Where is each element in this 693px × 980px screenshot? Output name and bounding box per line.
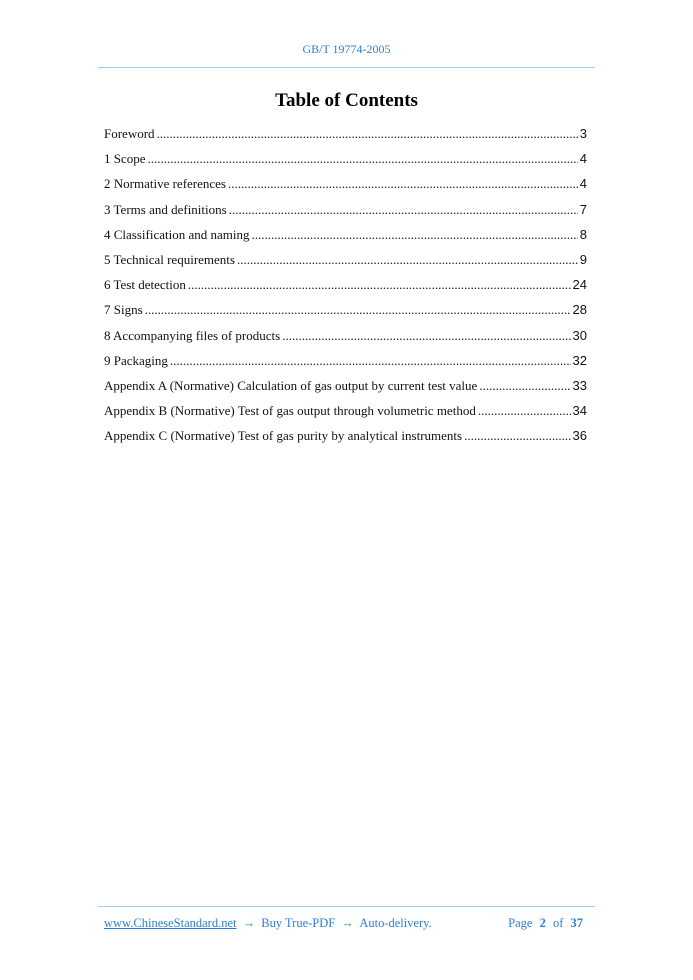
toc-entry-label: 2 Normative references [104,176,226,192]
toc-entry-label: 1 Scope [104,151,146,167]
page-word: Page [508,916,533,930]
toc-entry-page: 7 [579,201,587,217]
toc-entry-appendix-c[interactable] [104,428,587,453]
toc-entry-page: 24 [572,277,587,293]
current-page-number: 2 [539,916,546,930]
toc-leader-dots [237,252,578,268]
toc-entry-page: 3 [579,126,587,141]
toc-leader-dots [148,151,578,167]
toc-leader-dots [479,378,570,394]
footer-divider [98,906,595,907]
toc-entry-page: 9 [579,251,587,267]
toc-entry-page: 33 [572,377,587,393]
toc-entry-page: 32 [572,352,587,368]
toc-leader-dots [170,353,571,369]
toc-entry-page: 4 [579,176,587,192]
toc-entry-label: 6 Test detection [104,277,186,293]
website-link[interactable]: www.ChineseStandard.net [104,916,237,930]
toc-entry-packaging[interactable] [104,353,587,378]
toc-entry-appendix-b[interactable] [104,403,587,428]
toc-entry-accompanying-files[interactable] [104,328,587,353]
toc-entry-label: 5 Technical requirements [104,251,235,267]
toc-entry-page: 8 [579,226,587,242]
toc-entry-signs[interactable] [104,302,587,327]
toc-leader-dots [145,302,571,318]
footer-promo [104,916,432,931]
toc-entry-page: 34 [572,403,587,419]
buy-true-pdf-text: Buy True-PDF [261,916,336,930]
toc-entry-terms-and-definitions[interactable] [104,202,587,227]
page-indicator [508,916,587,931]
of-word: of [552,916,564,930]
toc-entry-normative-references[interactable] [104,176,587,201]
toc-leader-dots [188,277,571,293]
toc-leader-dots [464,428,570,444]
auto-delivery-text: Auto-delivery. [359,916,432,930]
toc-entry-label: Appendix C (Normative) Test of gas purity by analytical instruments [104,428,463,444]
toc-entry-scope[interactable] [104,151,587,176]
toc-entry-label: 4 Classification and naming [104,226,250,242]
toc-entry-label: 9 Packaging [104,352,168,368]
toc-leader-dots [228,176,578,192]
toc-entry-appendix-a[interactable] [104,378,587,403]
toc-entry-page: 28 [572,302,587,318]
toc-leader-dots [282,328,570,344]
page-header-standard-code: GB/T 19774-2005 [302,42,391,56]
toc-entry-page: 4 [579,151,587,167]
toc-leader-dots [229,202,578,218]
toc-entry-page: 30 [572,327,587,343]
page-footer [104,916,587,931]
toc-entry-label: 8 Accompanying files of products [104,327,281,343]
toc-entry-label: Appendix A (Normative) Calculation of gas output by current test value [104,377,478,393]
toc-title: Table of Contents [275,90,418,111]
header-divider [98,67,595,68]
toc-entry-label: Appendix B (Normative) Test of gas output through volumetric method [104,403,476,419]
toc-entry-foreword[interactable] [104,126,587,151]
total-pages-number: 37 [570,916,583,930]
toc-entry-technical-requirements[interactable] [104,252,587,277]
toc-leader-dots [252,227,578,243]
toc-entry-classification-and-naming[interactable] [104,227,587,252]
toc-entry-label: 3 Terms and definitions [104,201,227,217]
toc-entry-label: Foreword [104,126,155,141]
arrow-right-icon: → [242,916,256,930]
toc-entry-label: 7 Signs [104,302,143,318]
toc-leader-dots [157,126,578,142]
toc-leader-dots [478,403,571,419]
toc-entry-test-detection[interactable] [104,277,587,302]
arrow-right-icon: → [341,916,354,930]
toc-entry-page: 36 [572,428,587,444]
table-of-contents [104,126,587,453]
